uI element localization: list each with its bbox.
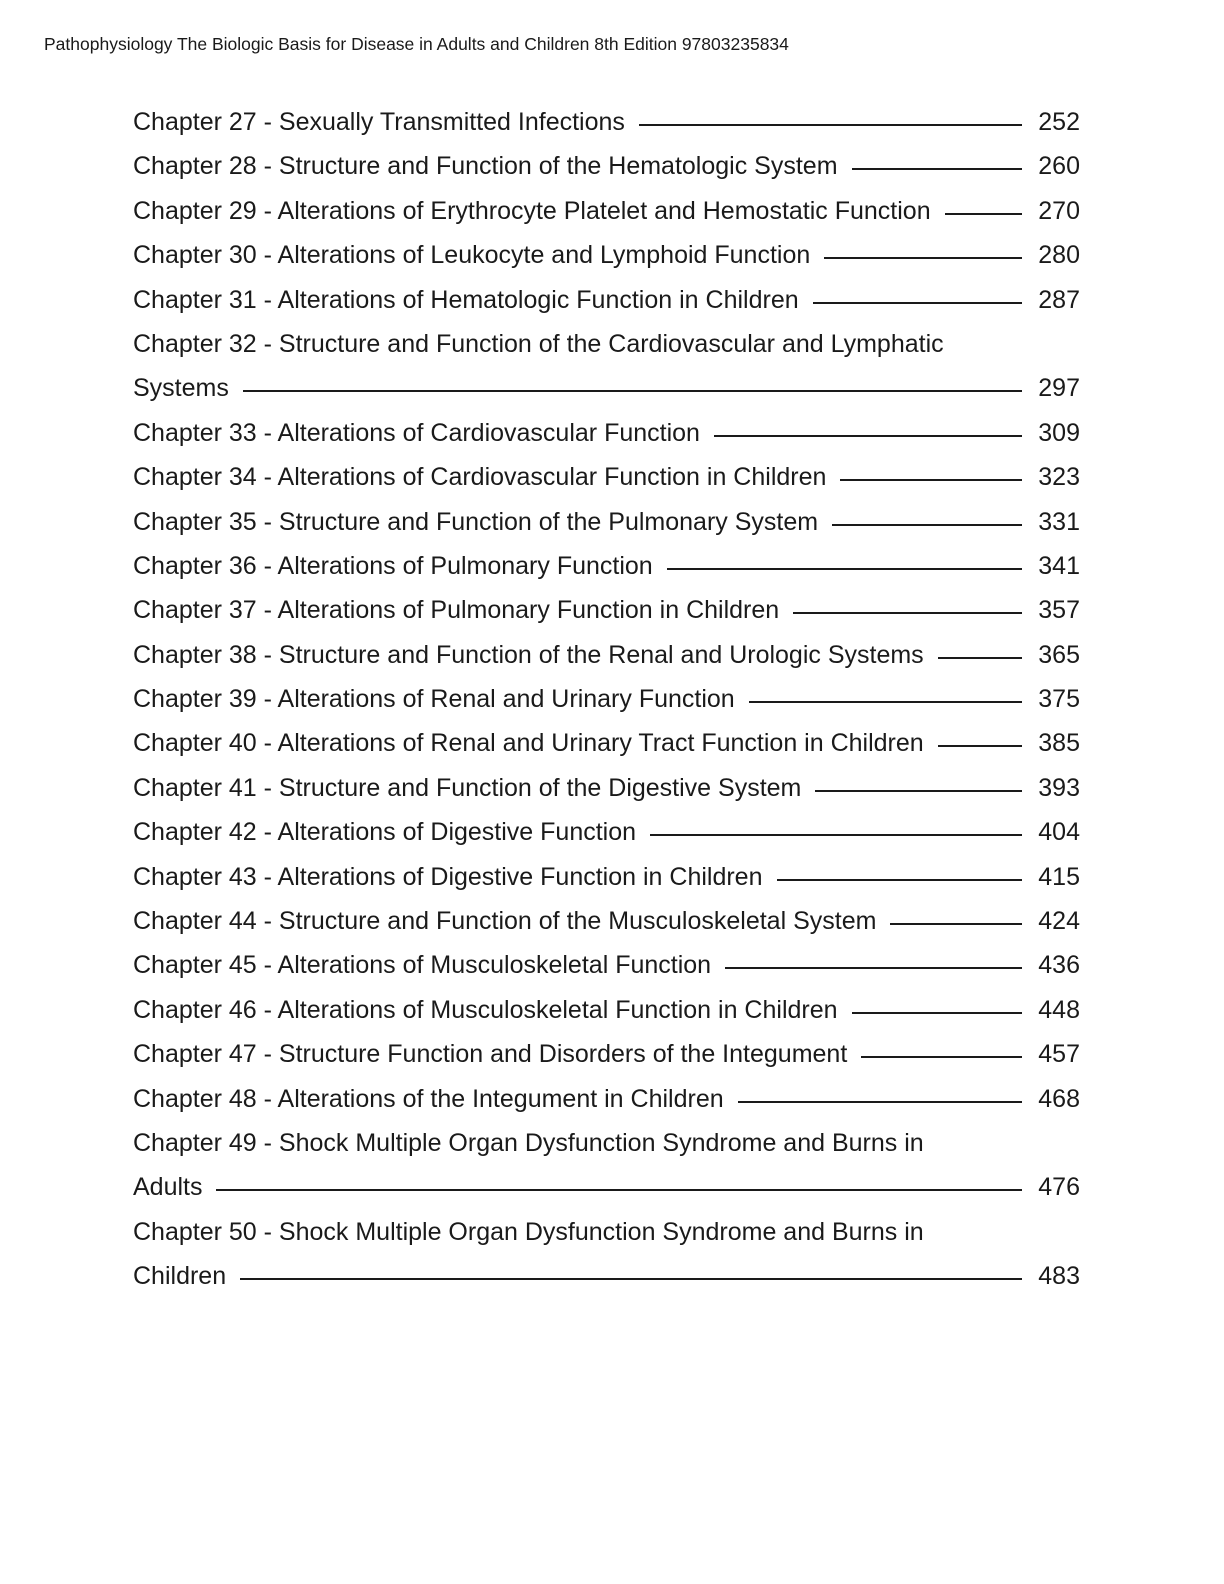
toc-entry-title: Chapter 31 - Alterations of Hematologic Function in Children [133, 285, 799, 314]
toc-leader-line [813, 302, 1022, 304]
toc-entry [133, 907, 1080, 951]
toc-entry [133, 1040, 1080, 1084]
toc-entry-title: Chapter 38 - Structure and Function of the Renal and Urologic Systems [133, 640, 924, 669]
toc-leader-line [824, 257, 1022, 259]
toc-page-number: 323 [1038, 463, 1080, 492]
toc-entry [133, 818, 1080, 862]
toc-page-number: 331 [1038, 507, 1080, 536]
toc-entry [133, 1173, 1080, 1217]
toc-entry-title: Chapter 35 - Structure and Function of the Pulmonary System [133, 507, 819, 536]
toc-entry-title: Chapter 44 - Structure and Function of the Musculoskeletal System [133, 907, 877, 936]
toc-leader-line [714, 435, 1022, 437]
toc-entry-title: Chapter 43 - Alterations of Digestive Function in Children [133, 862, 763, 891]
toc-page-number: 404 [1038, 818, 1080, 847]
toc-page-number: 309 [1038, 418, 1080, 447]
toc-entry-title: Chapter 41 - Structure and Function of the Digestive System [133, 773, 802, 802]
toc-entry-title: Chapter 32 - Structure and Function of the Cardiovascular and Lymphatic [133, 329, 944, 358]
toc-leader-line [852, 1012, 1022, 1014]
toc-entry [133, 863, 1080, 907]
toc-entry-title: Chapter 42 - Alterations of Digestive Function [133, 818, 637, 847]
toc-leader-line [938, 657, 1022, 659]
toc-entry-title-line [133, 1218, 1080, 1262]
toc-page-number: 483 [1038, 1262, 1080, 1291]
toc-page-number: 341 [1038, 551, 1080, 580]
toc-entry [133, 996, 1080, 1040]
toc-page-number: 252 [1038, 108, 1080, 136]
page-header: Pathophysiology The Biologic Basis for Disease in Adults and Children 8th Edition 97803235834 [44, 34, 789, 54]
toc-entry-title: Chapter 29 - Alterations of Erythrocyte Platelet and Hemostatic Function [133, 196, 931, 225]
toc-page-number: 436 [1038, 951, 1080, 980]
toc-entry-title: Chapter 49 - Shock Multiple Organ Dysfunction Syndrome and Burns in [133, 1128, 924, 1157]
toc-entry-title: Adults [133, 1173, 203, 1202]
toc-page-number: 393 [1038, 773, 1080, 802]
toc-entry-title: Children [133, 1262, 227, 1291]
toc-page-number: 365 [1038, 640, 1080, 669]
toc-entry-title: Chapter 47 - Structure Function and Disorders of the Integument [133, 1040, 848, 1069]
toc-entry [133, 641, 1080, 685]
toc-entry-title: Chapter 40 - Alterations of Renal and Urinary Tract Function in Children [133, 729, 924, 758]
toc-entry [133, 197, 1080, 241]
toc-leader-line [777, 879, 1023, 881]
toc-page-number: 457 [1038, 1040, 1080, 1069]
toc-page-number: 375 [1038, 685, 1080, 714]
toc-leader-line [216, 1189, 1022, 1191]
toc-leader-line [749, 701, 1022, 703]
toc-entry-title: Chapter 36 - Alterations of Pulmonary Function [133, 551, 653, 580]
toc-entry [133, 508, 1080, 552]
toc-leader-line [240, 1278, 1022, 1280]
toc-page-number: 270 [1038, 196, 1080, 225]
toc-leader-line [815, 790, 1022, 792]
toc-entry [133, 419, 1080, 463]
toc-entry [133, 463, 1080, 507]
toc-leader-line [793, 612, 1022, 614]
toc-entry-title: Chapter 33 - Alterations of Cardiovascular Function [133, 418, 700, 447]
toc-entry [133, 729, 1080, 773]
toc-page-number: 468 [1038, 1084, 1080, 1113]
toc-entry [133, 1085, 1080, 1129]
toc-leader-line [938, 745, 1022, 747]
toc-page-number: 280 [1038, 241, 1080, 270]
toc-leader-line [840, 479, 1022, 481]
toc-entry [133, 108, 1080, 152]
toc-page-number: 424 [1038, 907, 1080, 936]
toc-entry-title: Chapter 50 - Shock Multiple Organ Dysfunction Syndrome and Burns in [133, 1217, 924, 1246]
toc-leader-line [650, 834, 1022, 836]
toc-entry-title: Systems [133, 374, 229, 403]
toc-entry-title: Chapter 27 - Sexually Transmitted Infections [133, 108, 625, 136]
toc-entry [133, 1262, 1080, 1306]
toc-leader-line [890, 923, 1022, 925]
toc-entry [133, 286, 1080, 330]
toc-entry [133, 596, 1080, 640]
toc-entry-title: Chapter 30 - Alterations of Leukocyte and Lymphoid Function [133, 241, 811, 270]
toc-entry [133, 374, 1080, 418]
toc-entry [133, 951, 1080, 995]
toc-entry [133, 552, 1080, 596]
toc-leader-line [852, 168, 1022, 170]
toc-page-number: 297 [1038, 374, 1080, 403]
toc-leader-line [861, 1056, 1022, 1058]
toc-entry-title: Chapter 45 - Alterations of Musculoskeletal Function [133, 951, 712, 980]
toc-entry [133, 241, 1080, 285]
toc-leader-line [738, 1101, 1022, 1103]
toc-entry-title: Chapter 28 - Structure and Function of the Hematologic System [133, 152, 838, 181]
toc-entry-title-line [133, 330, 1080, 374]
toc-leader-line [945, 213, 1022, 215]
toc-page-number: 476 [1038, 1173, 1080, 1202]
toc-leader-line [832, 524, 1022, 526]
toc-page-number: 415 [1038, 862, 1080, 891]
table-of-contents [133, 108, 1080, 1307]
toc-page-number: 260 [1038, 152, 1080, 181]
toc-entry-title: Chapter 39 - Alterations of Renal and Urinary Function [133, 685, 735, 714]
toc-leader-line [667, 568, 1022, 570]
toc-page-number: 357 [1038, 596, 1080, 625]
toc-entry [133, 685, 1080, 729]
toc-entry [133, 152, 1080, 196]
toc-leader-line [725, 967, 1022, 969]
toc-entry-title: Chapter 34 - Alterations of Cardiovascular Function in Children [133, 463, 827, 492]
toc-leader-line [243, 390, 1022, 392]
toc-page-number: 287 [1038, 285, 1080, 314]
toc-leader-line [639, 124, 1022, 126]
toc-entry-title-line [133, 1129, 1080, 1173]
toc-page-number: 448 [1038, 995, 1080, 1024]
toc-entry-title: Chapter 46 - Alterations of Musculoskeletal Function in Children [133, 995, 838, 1024]
toc-entry-title: Chapter 48 - Alterations of the Integument in Children [133, 1084, 724, 1113]
toc-page-number: 385 [1038, 729, 1080, 758]
toc-entry [133, 774, 1080, 818]
toc-entry-title: Chapter 37 - Alterations of Pulmonary Function in Children [133, 596, 780, 625]
